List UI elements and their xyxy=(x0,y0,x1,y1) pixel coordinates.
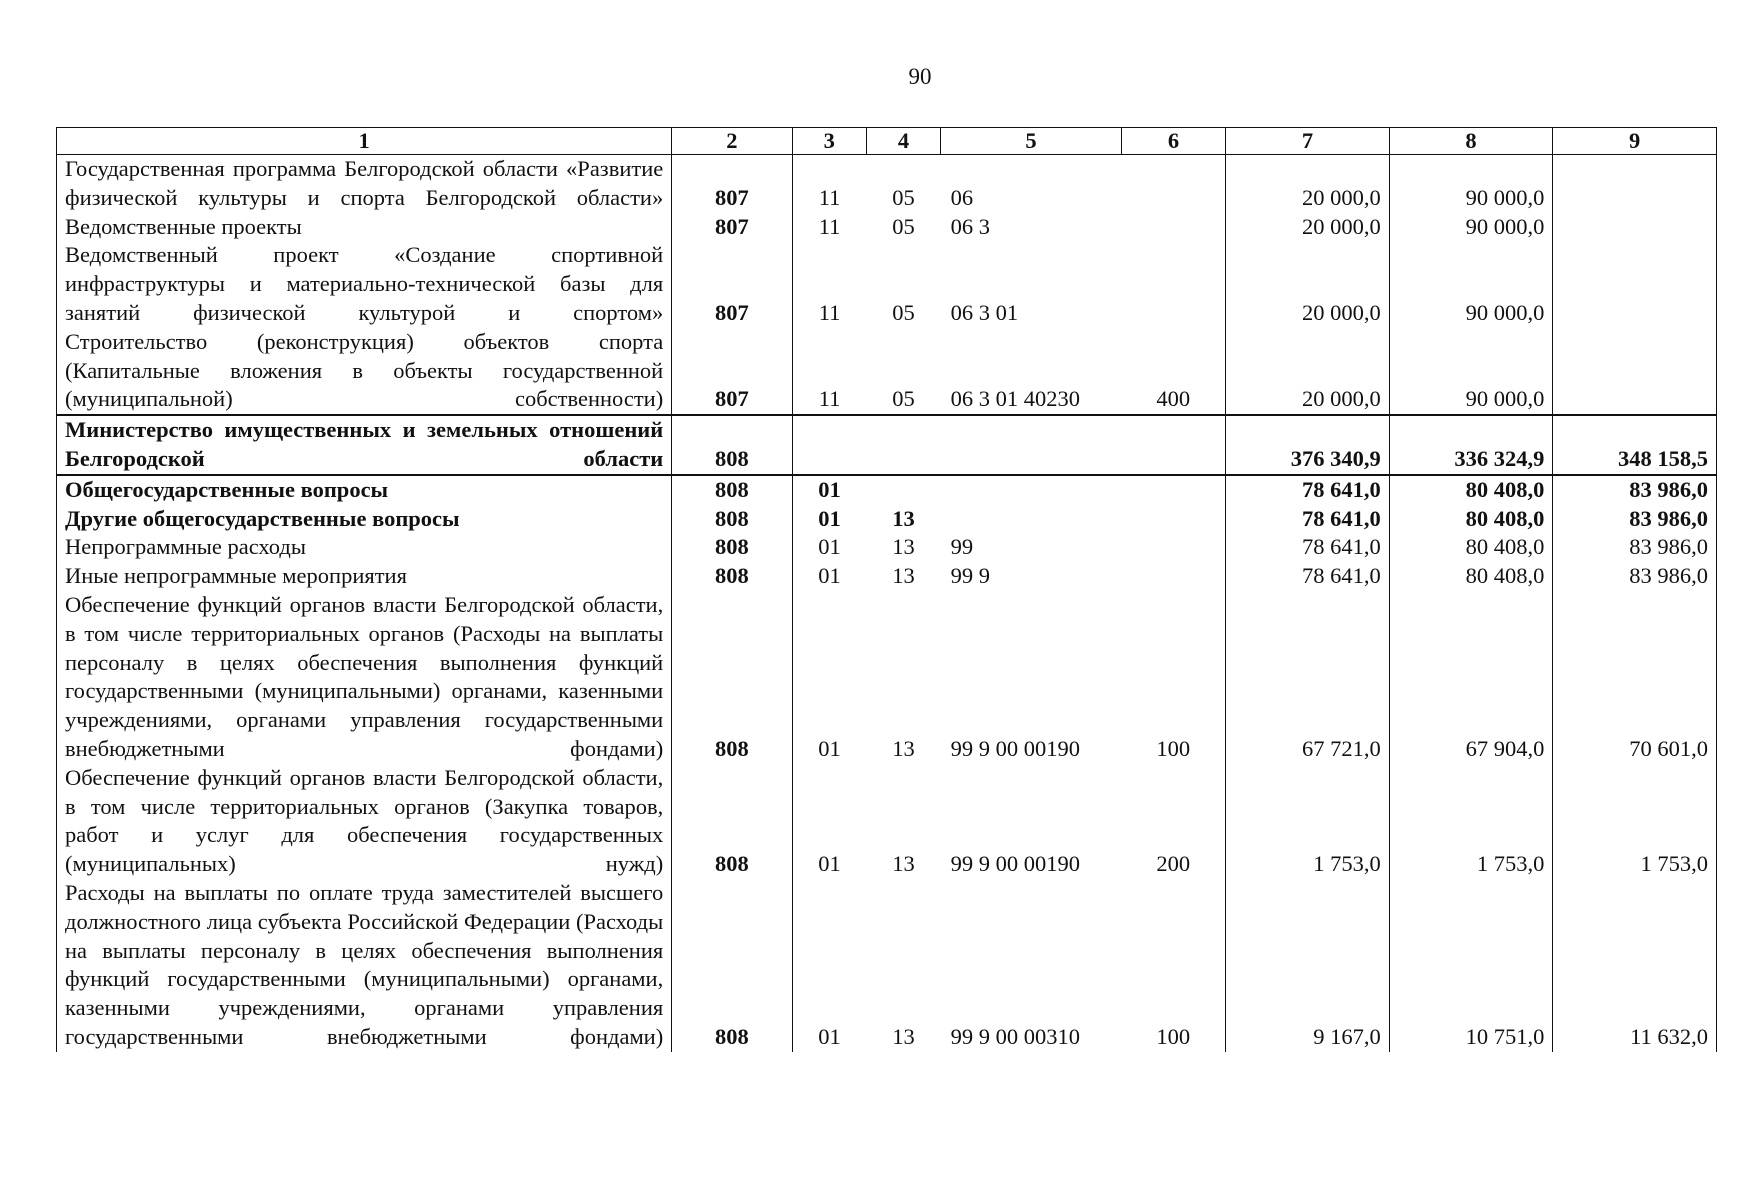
cell-amount-7: 78 641,0 xyxy=(1226,562,1390,591)
cell-amount-7: 9 167,0 xyxy=(1226,879,1390,1052)
cell-ministry: 807 xyxy=(672,155,792,213)
cell-ministry: 808 xyxy=(672,879,792,1052)
cell-subsection: 05 xyxy=(866,328,940,415)
cell-amount-8: 10 751,0 xyxy=(1389,879,1553,1052)
cell-target-article: 99 9 00 00310 xyxy=(950,1023,1081,1049)
cell-amount-8: 90 000,0 xyxy=(1389,328,1553,415)
cell-amount-7: 67 721,0 xyxy=(1226,591,1390,764)
row-name: Обеспечение функций органов власти Белгородской области, в том числе территориальных органов (Закупка товаров, работ и услуг для обеспечения государственных (муниципальных) нужд) xyxy=(57,764,672,879)
column-header: 5 xyxy=(941,128,1122,155)
cell-target-article xyxy=(941,505,1122,534)
cell-subsection: 05 xyxy=(892,184,915,210)
cell-expense-type xyxy=(1121,475,1225,505)
cell-target-article: 99 xyxy=(950,534,974,560)
cell-section: 11 xyxy=(792,155,866,213)
table-row xyxy=(57,241,1717,327)
row-name: Обеспечение функций органов власти Белгородской области, в том числе территориальных органов (Расходы на выплаты персоналу в целях обеспечения выполнения функций государственными (муниципальными) органами, казенными учреждениями, органами управления государственными внебюджетными фондами) xyxy=(57,591,672,764)
cell-expense-type: 100 xyxy=(1121,879,1225,1052)
cell-subsection: 13 xyxy=(892,851,915,877)
cell-section: 01 xyxy=(792,879,866,1052)
cell-amount-9 xyxy=(1553,155,1717,213)
column-header: 1 xyxy=(57,128,672,155)
table-row xyxy=(57,764,1717,879)
cell-target-article: 99 9 xyxy=(950,563,991,589)
cell-subsection: 13 xyxy=(892,1023,915,1049)
cell-amount-8: 90 000,0 xyxy=(1389,213,1553,242)
cell-amount-7: 20 000,0 xyxy=(1226,155,1390,213)
cell-amount-9: 83 986,0 xyxy=(1553,505,1717,534)
cell-subsection: 05 xyxy=(892,213,915,239)
cell-amount-7: 78 641,0 xyxy=(1226,475,1390,505)
cell-target-article xyxy=(941,415,1122,475)
table-row xyxy=(57,155,1717,213)
cell-section: 01 xyxy=(792,505,866,534)
cell-ministry: 807 xyxy=(672,241,792,327)
cell-expense-type: 400 xyxy=(1121,328,1225,415)
cell-expense-type xyxy=(1121,533,1225,562)
page-number: 90 xyxy=(908,64,932,89)
cell-section: 11 xyxy=(792,241,866,327)
cell-amount-8: 336 324,9 xyxy=(1389,415,1553,475)
cell-amount-7: 20 000,0 xyxy=(1226,328,1390,415)
cell-amount-8: 90 000,0 xyxy=(1389,155,1553,213)
cell-section: 01 xyxy=(792,533,866,562)
cell-section: 01 xyxy=(792,475,866,505)
row-name: Ведомственные проекты xyxy=(57,213,672,242)
cell-amount-8: 80 408,0 xyxy=(1389,475,1553,505)
cell-ministry: 807 xyxy=(672,328,792,415)
cell-ministry: 808 xyxy=(672,415,792,475)
table-row xyxy=(57,879,1717,1052)
cell-amount-9: 83 986,0 xyxy=(1553,475,1717,505)
column-header: 8 xyxy=(1389,128,1553,155)
column-header: 2 xyxy=(672,128,792,155)
cell-expense-type: 100 xyxy=(1121,591,1225,764)
cell-amount-9: 1 753,0 xyxy=(1553,764,1717,879)
cell-amount-8: 90 000,0 xyxy=(1389,241,1553,327)
column-header: 6 xyxy=(1121,128,1225,155)
cell-expense-type xyxy=(1121,155,1225,213)
row-name: Государственная программа Белгородской области «Развитие физической культуры и спорта Белгородской области» xyxy=(57,155,672,213)
row-name: Общегосударственные вопросы xyxy=(57,475,672,505)
cell-amount-8: 80 408,0 xyxy=(1389,562,1553,591)
cell-target-article: 06 3 xyxy=(950,213,991,239)
cell-target-article xyxy=(941,475,1122,505)
cell-ministry: 808 xyxy=(672,475,792,505)
cell-amount-9: 83 986,0 xyxy=(1553,562,1717,591)
table-row xyxy=(57,533,1717,562)
cell-target-article: 06 3 01 40230 xyxy=(941,328,1122,415)
cell-section: 11 xyxy=(792,213,866,242)
cell-subsection xyxy=(866,415,940,475)
cell-ministry: 807 xyxy=(672,213,792,242)
table-row xyxy=(57,562,1717,591)
row-name: Расходы на выплаты по оплате труда заместителей высшего должностного лица субъекта Российской Федерации (Расходы на выплаты персоналу в целях обеспечения выполнения функций государственными (муниципальными) органами, казенными учреждениями, органами управления государственными внебюджетными фондами) xyxy=(57,879,672,1052)
table-row xyxy=(57,591,1717,764)
cell-ministry: 808 xyxy=(672,505,792,534)
cell-ministry: 808 xyxy=(672,591,792,764)
cell-section xyxy=(792,415,866,475)
cell-target-article: 99 9 00 00190 xyxy=(950,851,1081,877)
table-row xyxy=(57,505,1717,534)
cell-target-article: 06 3 01 xyxy=(950,299,1019,325)
cell-section: 01 xyxy=(792,764,866,879)
column-header: 4 xyxy=(866,128,940,155)
cell-amount-8: 1 753,0 xyxy=(1389,764,1553,879)
cell-amount-8: 67 904,0 xyxy=(1389,591,1553,764)
cell-expense-type xyxy=(1121,241,1225,327)
column-header: 3 xyxy=(792,128,866,155)
cell-section: 11 xyxy=(792,328,866,415)
cell-amount-7: 78 641,0 xyxy=(1226,533,1390,562)
cell-subsection: 13 xyxy=(892,735,915,761)
cell-amount-7: 20 000,0 xyxy=(1226,213,1390,242)
table-row xyxy=(57,475,1717,505)
header-row xyxy=(57,128,1717,155)
cell-subsection: 13 xyxy=(892,563,915,589)
cell-ministry: 808 xyxy=(672,562,792,591)
row-name: Строительство (реконструкция) объектов спорта (Капитальные вложения в объекты государственной (муниципальной) собственности) xyxy=(57,328,672,415)
cell-amount-9 xyxy=(1553,241,1717,327)
cell-subsection: 13 xyxy=(892,534,915,560)
table-row xyxy=(57,213,1717,242)
cell-section: 01 xyxy=(792,591,866,764)
column-header: 7 xyxy=(1226,128,1390,155)
row-name: Другие общегосударственные вопросы xyxy=(57,505,672,534)
cell-expense-type xyxy=(1121,505,1225,534)
row-name: Иные непрограммные мероприятия xyxy=(57,562,672,591)
budget-table xyxy=(56,127,1717,1052)
row-name: Ведомственный проект «Создание спортивной инфраструктуры и материально-технической базы для занятий физической культурой и спортом» xyxy=(57,241,672,327)
cell-amount-9: 348 158,5 xyxy=(1553,415,1717,475)
cell-ministry: 808 xyxy=(672,533,792,562)
cell-amount-9 xyxy=(1553,213,1717,242)
cell-amount-7: 376 340,9 xyxy=(1226,415,1390,475)
cell-amount-7: 1 753,0 xyxy=(1226,764,1390,879)
cell-expense-type: 200 xyxy=(1121,764,1225,879)
table-row xyxy=(57,328,1717,415)
cell-amount-9: 70 601,0 xyxy=(1553,591,1717,764)
cell-expense-type xyxy=(1121,562,1225,591)
column-header: 9 xyxy=(1553,128,1717,155)
cell-amount-9: 11 632,0 xyxy=(1553,879,1717,1052)
cell-target-article: 99 9 00 00190 xyxy=(950,735,1081,761)
cell-amount-9: 83 986,0 xyxy=(1553,533,1717,562)
cell-target-article: 06 xyxy=(950,184,974,210)
table-row xyxy=(57,415,1717,475)
row-name: Министерство имущественных и земельных отношений Белгородской области xyxy=(57,415,672,475)
cell-amount-7: 20 000,0 xyxy=(1226,241,1390,327)
cell-amount-8: 80 408,0 xyxy=(1389,533,1553,562)
cell-amount-7: 78 641,0 xyxy=(1226,505,1390,534)
cell-subsection xyxy=(866,475,940,505)
cell-expense-type xyxy=(1121,415,1225,475)
cell-expense-type xyxy=(1121,213,1225,242)
cell-section: 01 xyxy=(792,562,866,591)
cell-subsection: 13 xyxy=(892,505,915,531)
row-name: Непрограммные расходы xyxy=(57,533,672,562)
cell-subsection: 05 xyxy=(892,299,915,325)
cell-amount-8: 80 408,0 xyxy=(1389,505,1553,534)
cell-amount-9 xyxy=(1553,328,1717,415)
cell-ministry: 808 xyxy=(672,764,792,879)
